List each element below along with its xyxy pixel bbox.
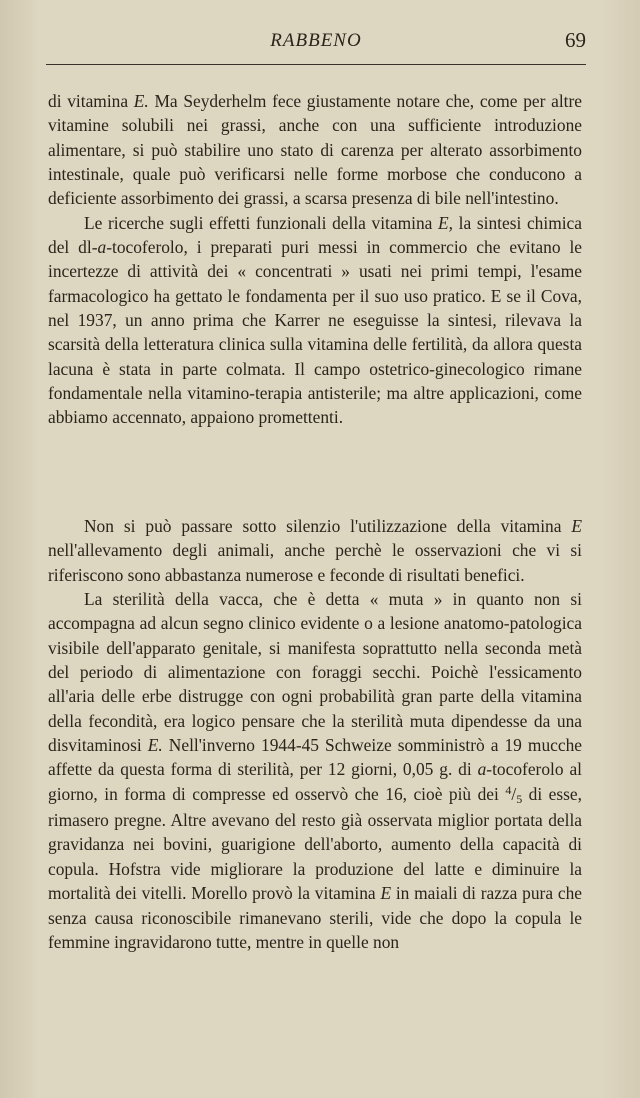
p4-text-e: -tocoferolo al giorno, in forma di compresse ed osservò che 16, cioè più dei bbox=[48, 759, 582, 804]
running-title: RABBENO bbox=[270, 30, 362, 51]
p3-text-c: nell'allevamento degli animali, anche perchè le osservazioni che vi si riferiscono sono abbastanza numerose e feconde di risultati benefici. bbox=[48, 540, 582, 585]
p2-text-e: -tocoferolo, i preparati puri messi in commercio che evitano le incertezze di attività dei « concentrati » usati nei primi tempi, l'esame farmacologico ha gettato le fondamenta per il suo uso pratico. E se il Cova, nel 1937, un anno prima che Karrer ne eseguisse la sintesi, rilevava la scarsità della letteratura clinica sulla vitamina delle fertilità, da allora questa lacuna è stata in parte colmata. Il campo ostetrico-ginecologico rimane fondamentale nella vitamino-terapia antisterile; ma altre applicazioni, come abbiamo accennato, appaiono promettenti. bbox=[48, 237, 582, 428]
page-header bbox=[46, 28, 586, 58]
paragraph-4 bbox=[48, 587, 582, 954]
p1-italic-e: E. bbox=[133, 91, 149, 111]
p2-text-a: Le ricerche sugli effetti funzionali della vitamina bbox=[84, 212, 439, 233]
p1-text-a: di vitamina bbox=[48, 91, 134, 111]
p4-italic-e: E. bbox=[147, 735, 163, 756]
header-rule bbox=[46, 64, 586, 65]
page-number: 69 bbox=[565, 28, 586, 52]
paragraph-3 bbox=[48, 514, 582, 587]
p4-text-h: in maiali di razza pura che senza causa riconoscibile rimanevano sterili, vide che dopo la copula le femmine ingravidarono tutte, mentre in quelle non bbox=[48, 883, 582, 952]
text-block-1 bbox=[48, 89, 582, 430]
p4-italic-alpha: a bbox=[477, 759, 487, 780]
p3-italic-e: E bbox=[571, 516, 582, 536]
p2-text-c: la sintesi chimica del dl- bbox=[48, 212, 582, 258]
p3-text-a: Non si può passare sotto silenzio l'utilizzazione della vitamina bbox=[84, 516, 572, 536]
p4-text-a: La sterilità della vacca, che è detta « muta » in quanto non si accompagna ad alcun segno clinico evidente o a lesione anatomo-patologica visibile dell'apparato genitale, si manifesta soprattutto nella seconda metà del periodo di alimentazione con foraggi secchi. Poichè l'essicamento all'aria delle erbe distrugge con ogni probabilità gran parte della vitamina della fecondità, era logico pensare che la sterilità muta dipendesse da una disvitaminosi bbox=[48, 589, 582, 756]
paragraph-1 bbox=[48, 89, 582, 211]
p2-italic-alpha: a bbox=[97, 237, 107, 258]
paragraph-2 bbox=[48, 211, 582, 430]
p4-italic-e-2: E bbox=[380, 883, 392, 904]
p4-text-f: di esse, rimasero pregne. Altre avevano del resto già osservata miglior portata della gravidanza nei bovini, guarigione dell'aborto, aumento della capacità di copula. Hofstra vide migliorare la produzione del latte e diminuire la mortalità dei vitelli. Morello provò la vitamina bbox=[48, 783, 582, 904]
p1-text-c: Ma Seyderhelm fece giustamente notare che, come per altre vitamine solubili nei grassi, anche con una sufficiente introduzione alimentare, si può stabilire uno stato di carenza per alterato assorbimento intestinale, quale può verificarsi nelle forme morbose che conducono a deficiente assorbimento dei grassi, a scarsa presenza di bile nell'intestino. bbox=[48, 91, 582, 209]
text-block-2 bbox=[48, 514, 582, 954]
p2-italic-e: E, bbox=[438, 212, 454, 233]
p4-text-c: Nell'inverno 1944-45 Schweize somministrò a 19 mucche affette da questa forma di sterilità, per 12 giorni, 0,05 g. di bbox=[48, 735, 582, 780]
fraction-numerator: 4 bbox=[505, 782, 512, 797]
fraction-slash: / bbox=[511, 783, 517, 804]
fraction-denominator: 5 bbox=[516, 791, 523, 806]
